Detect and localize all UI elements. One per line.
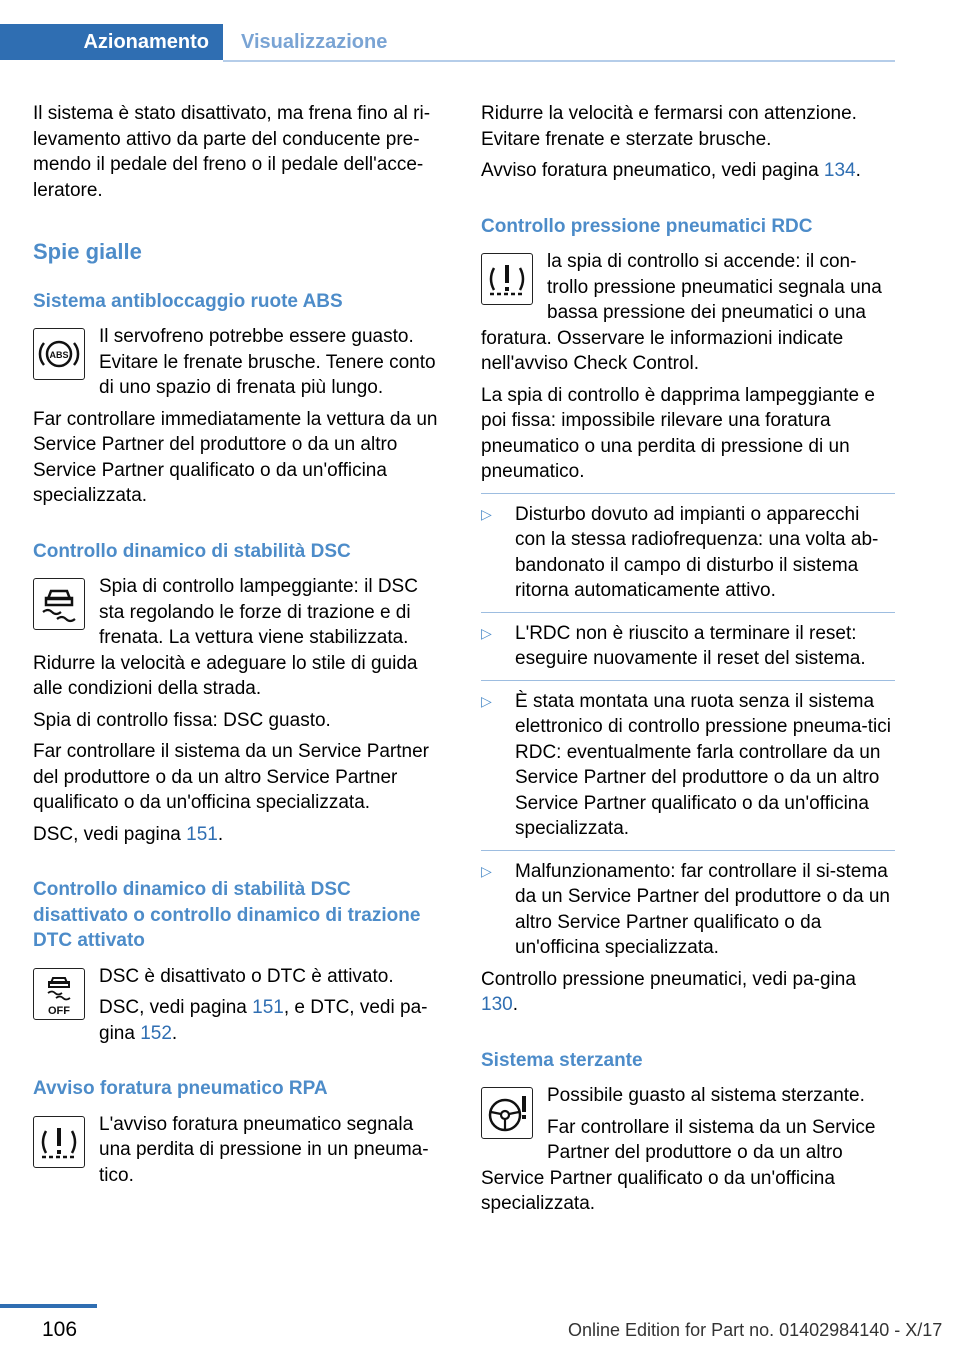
tire-pressure-warning-icon: [33, 1116, 85, 1168]
list-item-text: Disturbo dovuto ad impianti o apparecchi con la stessa radiofrequenza: una volta ab-bandonato il campo di disturbo il sistema ritorna automaticamente attivo.: [515, 503, 879, 601]
list-item-text: L'RDC non è riuscito a terminare il reset: eseguire nuovamente il reset del sistema.: [515, 622, 866, 669]
right-intro: Ridurre la velocità e fermarsi con attenzione. Evitare frenate e sterzate brusche.: [481, 103, 857, 150]
page-link-134[interactable]: 134: [823, 160, 856, 181]
list-item: [481, 502, 895, 604]
triangle-bullet-icon: ▷: [481, 692, 492, 709]
list-item-text: Malfunzionamento: far controllare il si-stema da un Service Partner del produttore o da un altro Service Partner qualificato o da un'officina specializzata.: [515, 860, 890, 958]
list-item-text: È stata montata una ruota senza il sistema elettronico di controllo pressione pneuma-tici RDC: eventualmente farla controllare da un Service Partner del produttore o da un altro Service Partner qualificato o da un'officina specializzata.: [515, 690, 891, 839]
page-link-152[interactable]: 152: [140, 1022, 172, 1044]
dsc-text-3: Far controllare il sistema da un Service Partner del produttore o da un altro Service Partner qualificato o da un'officina specializzata.: [33, 741, 429, 813]
dsc-ref: [33, 822, 446, 848]
page-link-151[interactable]: 151: [186, 823, 218, 845]
page-link-130[interactable]: 130: [481, 994, 513, 1015]
triangle-bullet-icon: ▷: [481, 505, 492, 522]
list-item: [481, 621, 895, 672]
rdc-text: la spia di controllo si accende: il con-trollo pressione pneumatici segnala una bassa pressione dei pneumatici o una foratura. Osservare le informazioni indicate nell'avviso Check Control.: [481, 251, 882, 374]
steer-text: Possibile guasto al sistema sterzante.: [547, 1085, 865, 1106]
steering-warning-icon: [481, 1087, 533, 1139]
tab-visualizzazione[interactable]: Visualizzazione: [241, 31, 388, 53]
dsc-off-ref-end: .: [171, 1022, 178, 1044]
page-link-151b[interactable]: 151: [252, 997, 284, 1018]
abs-text: Il servofreno potrebbe essere guasto. Evitare le frenate brusche. Tenere conto di uno spazio di frenata più lungo.: [99, 326, 436, 398]
left-column: [33, 101, 446, 1194]
rdc-warning-icon: [481, 253, 533, 305]
header-tabs: [0, 24, 895, 62]
heading-dsc-off: Controllo dinamico di stabilità DSC disattivato o controllo dinamico di trazione DTC attivato: [33, 879, 421, 951]
heading-sterzo: Sistema sterzante: [481, 1049, 643, 1071]
heading-dsc: Controllo dinamico di stabilità DSC: [33, 540, 351, 562]
rdc-ref: [481, 967, 895, 1018]
intro-paragraph: Il sistema è stato disattivato, ma frena fino al ri-levamento attivo da parte del conducente pre-mendo il pedale del freno o il pedale dell'acce-leratore.: [33, 103, 431, 201]
page-number: 106: [42, 1318, 78, 1341]
rdc-bullet-list: [481, 493, 895, 961]
rpa-ref-end: .: [855, 160, 861, 181]
page-number-bar: [0, 1304, 97, 1308]
dsc-off-ref: [33, 995, 446, 1046]
steer-text-2: Far controllare il sistema da un Service Partner del produttore o da un altro Service Partner qualificato o da un'officina specializzata.: [481, 1116, 876, 1214]
dsc-text-2: Spia di controllo fissa: DSC guasto.: [33, 709, 331, 731]
rdc-text-2: La spia di controllo è dapprima lampeggiante e poi fissa: impossibile rilevare una foratura pneumatico o una perdita di pressione di un pneumatico.: [481, 384, 875, 482]
svg-text:OFF: OFF: [48, 1004, 70, 1017]
dsc-off-text: DSC è disattivato o DTC è attivato.: [99, 965, 394, 987]
dsc-text: Spia di controllo lampeggiante: il DSC sta regolando le forze di trazione e di frenata. La vettura viene stabilizzata. Ridurre la velocità e adeguare lo stile di guida alle condizioni della strada.: [33, 576, 418, 699]
dsc-ref-end: .: [217, 823, 224, 845]
abs-text-2: Far controllare immediatamente la vettura da un Service Partner del produttore o da un altro Service Partner qualificato o da un'officina specializzata.: [33, 408, 438, 506]
heading-spie-gialle: Spie gialle: [33, 239, 142, 264]
rdc-ref-end: .: [512, 994, 518, 1015]
dsc-ref-text: DSC, vedi pagina: [33, 823, 187, 845]
edition-footer: Online Edition for Part no. 01402984140 - X/17: [568, 1320, 943, 1340]
heading-abs: Sistema antibloccaggio ruote ABS: [33, 290, 343, 312]
rpa-ref-text: Avviso foratura pneumatico, vedi pagina: [481, 160, 824, 181]
dsc-car-skid-icon: [33, 578, 85, 630]
dsc-off-ref-mid: , e DTC, vedi pa-gina: [99, 997, 428, 1044]
dsc-off-icon: [33, 968, 85, 1020]
list-item: [481, 689, 895, 842]
abs-warning-icon: [33, 328, 85, 380]
triangle-bullet-icon: ▷: [481, 624, 492, 641]
tab-underline: [223, 60, 895, 62]
tab-azionamento[interactable]: Azionamento: [0, 24, 223, 60]
dsc-off-ref-text: DSC, vedi pagina: [99, 997, 253, 1018]
heading-rdc: Controllo pressione pneumatici RDC: [481, 215, 813, 237]
svg-text:ABS: ABS: [49, 350, 69, 360]
triangle-bullet-icon: ▷: [481, 862, 492, 879]
heading-rpa: Avviso foratura pneumatico RPA: [33, 1078, 328, 1099]
rpa-ref: [481, 158, 895, 184]
right-column: [481, 101, 895, 1223]
rpa-text: L'avviso foratura pneumatico segnala una perdita di pressione in un pneuma-tico.: [99, 1113, 429, 1186]
list-item: [481, 859, 895, 961]
rdc-ref-text: Controllo pressione pneumatici, vedi pa-gina: [481, 968, 856, 990]
